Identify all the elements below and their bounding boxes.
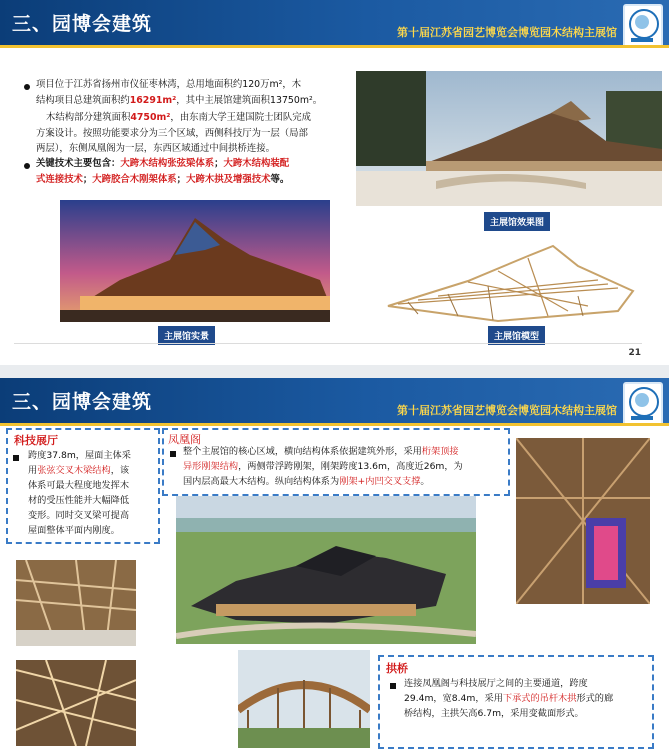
phoenix-interior-image xyxy=(516,438,650,604)
text-line: 连接凤凰阁与科技展厅之间的主要通道，跨度 xyxy=(404,678,588,689)
text-line: ，该 xyxy=(110,465,130,476)
roof-structure-image xyxy=(16,660,136,746)
header-title: 三、园博会建筑 xyxy=(12,391,153,413)
tech-hall-title: 科技展厅 xyxy=(14,434,58,447)
bullet-dot xyxy=(24,163,30,169)
text-line: 屋面整体平面内刚度。 xyxy=(28,525,120,536)
text-line: 关键技术主要包含： xyxy=(36,158,121,169)
page-number: 21 xyxy=(628,348,641,358)
arch-bridge-image xyxy=(238,650,370,748)
bullet-square xyxy=(390,683,396,689)
text-line: 整个主展馆的核心区域，横向结构体系依据建筑外形，采用 xyxy=(183,446,422,457)
highlight-text: 大跨木结构张弦梁体系 xyxy=(120,158,215,169)
phoenix-text xyxy=(183,444,505,489)
text-line: 项目位于江苏省扬州市仪征枣林湾，总用地面积约120万m²，木 xyxy=(36,79,302,90)
text-line: ，由东南大学王建国院士团队完成 xyxy=(170,112,311,123)
arch-bridge-title: 拱桥 xyxy=(386,662,408,675)
text-line: 29.4m，宽8.4m，采用 xyxy=(404,693,503,704)
caption-render: 主展馆效果图 xyxy=(484,212,550,231)
university-seal-icon xyxy=(623,4,663,48)
highlight-text: 大跨木拱及增强技术 xyxy=(186,173,271,185)
header-title: 三、园博会建筑 xyxy=(12,13,153,35)
highlight-text: 张弦交叉木梁结构 xyxy=(37,465,111,476)
pavilion-rendering-image xyxy=(356,71,662,206)
text-line: 用 xyxy=(28,465,38,476)
arch-bridge-text xyxy=(404,676,648,721)
tech-hall-text xyxy=(28,448,154,538)
text-line: 。 xyxy=(420,476,430,487)
key-tech-paragraph xyxy=(36,156,348,187)
text-line: ； xyxy=(176,173,187,185)
intro-paragraph xyxy=(36,77,346,157)
highlight-text: 4750m² xyxy=(130,112,171,123)
text-line: 桥结构，主拱矢高6.7m，采用变截面形式。 xyxy=(404,708,584,719)
text-line: 木结构部分建筑面积 xyxy=(46,112,131,123)
footer-rule xyxy=(14,343,642,344)
highlight-text: 下承式的吊杆木拱 xyxy=(502,693,577,704)
aerial-view-image xyxy=(176,496,476,644)
highlight-text: 大跨木结构装配 xyxy=(223,158,290,169)
phoenix-title: 凤凰阁 xyxy=(168,433,201,446)
text-line: 变形。同时交叉梁可提高 xyxy=(28,510,130,521)
highlight-text: 16291m² xyxy=(129,94,177,106)
text-line: 材的受压性能并大幅降低 xyxy=(28,495,130,506)
tech-hall-interior-image xyxy=(16,560,136,646)
highlight-text: 异形刚架结构 xyxy=(183,461,239,472)
text-line: 形式的廊 xyxy=(576,693,614,704)
text-line: 方案设计。按照功能要求分为三个区域，西侧科技厅为一层（局部 xyxy=(36,127,308,139)
highlight-text: 桁架顶接 xyxy=(421,446,459,457)
text-line: ，两侧带浮跨刚架，刚架跨度13.6m，高度近26m，为 xyxy=(238,461,463,472)
highlight-text: 刚架+内凹交叉支撑 xyxy=(339,476,421,487)
bullet-square xyxy=(170,451,176,457)
text-line: 国内层高最大木结构。纵向结构体系为 xyxy=(183,476,340,487)
university-seal-icon xyxy=(623,382,663,426)
highlight-text: 式连接技术 xyxy=(36,173,83,185)
text-line: ，其中主展馆建筑面积13750m²。 xyxy=(176,94,323,106)
bullet-dot xyxy=(24,84,30,90)
pavilion-model-image xyxy=(378,236,638,324)
text-line: 体系可最大程度地发挥木 xyxy=(28,480,130,491)
caption-photo: 主展馆实景 xyxy=(158,326,215,345)
header-subtitle: 第十届江苏省园艺博览会博览园木结构主展馆 xyxy=(397,26,617,39)
pavilion-photo-image xyxy=(60,200,330,322)
text-line: ； xyxy=(82,173,93,185)
slide-2 xyxy=(0,378,669,750)
slide-1 xyxy=(0,0,669,365)
header-subtitle: 第十届江苏省园艺博览会博览园木结构主展馆 xyxy=(397,404,617,417)
text-line: 等。 xyxy=(270,173,290,185)
text-line: 结构项目总建筑面积约 xyxy=(36,94,130,106)
bullet-square xyxy=(13,455,19,461)
text-line: 跨度37.8m，屋面主体采 xyxy=(28,450,131,461)
text-line: ； xyxy=(214,158,224,169)
text-line: 两层），东侧凤凰阁为一层，东西区域通过中间拱桥连接。 xyxy=(36,143,276,154)
slide-header xyxy=(0,0,669,48)
caption-model: 主展馆模型 xyxy=(488,326,545,345)
highlight-text: 大跨胶合木刚架体系 xyxy=(92,173,177,185)
slide-header xyxy=(0,378,669,426)
